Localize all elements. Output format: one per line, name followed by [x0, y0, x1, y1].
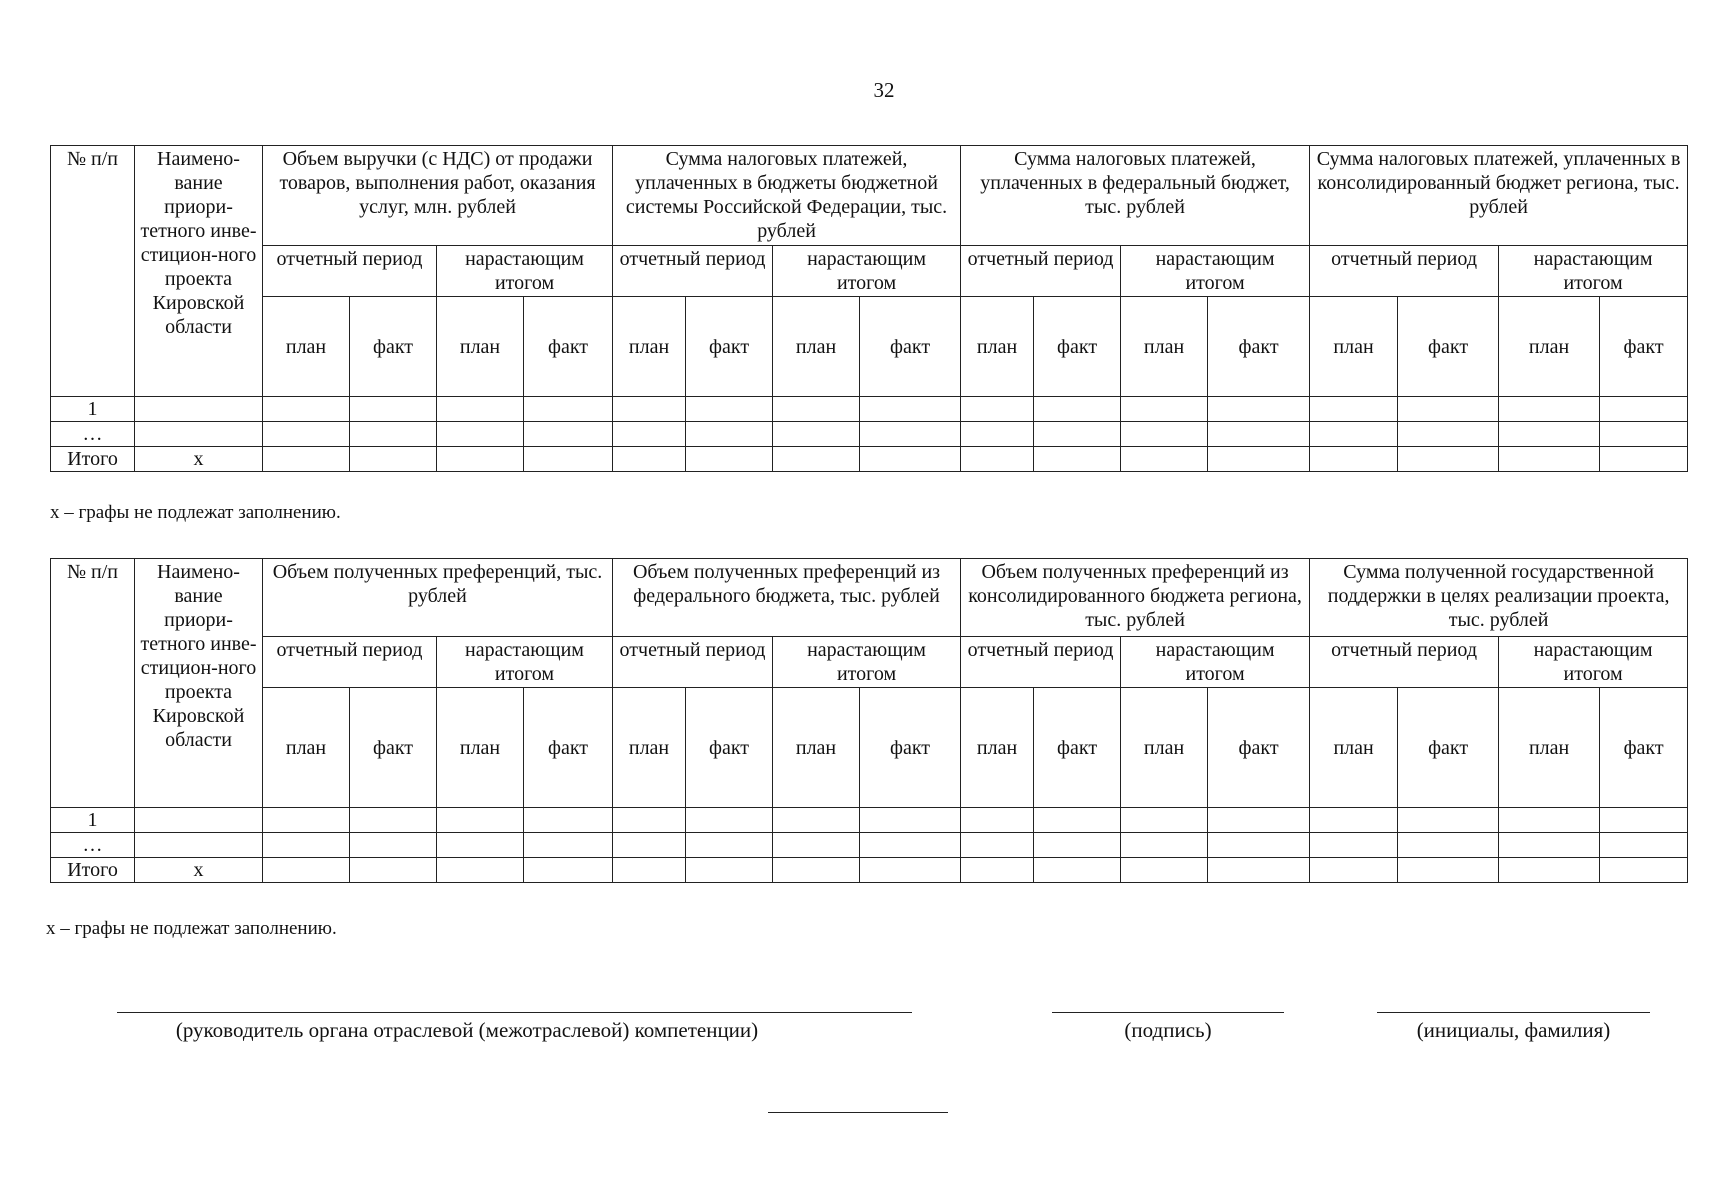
row-num: … [51, 422, 135, 447]
table-row [51, 833, 1688, 858]
header-tax-regional: Сумма налоговых платежей, уплаченных в консолидированный бюджет региона, тыс. рублей [1310, 146, 1688, 246]
header-fact: факт [350, 297, 437, 397]
header-fact: факт [1398, 297, 1499, 397]
header-cumulative: нарастающим итогом [773, 637, 961, 688]
header-plan: план [1499, 688, 1600, 808]
header-reporting-period: отчетный период [263, 246, 437, 297]
header-plan: план [437, 688, 524, 808]
header-plan: план [1499, 297, 1600, 397]
header-plan: план [773, 688, 860, 808]
header-plan: план [613, 688, 686, 808]
table-row-total [51, 447, 1688, 472]
header-fact: факт [1034, 297, 1121, 397]
header-plan: план [1121, 688, 1208, 808]
header-plan: план [961, 688, 1034, 808]
header-fact: факт [1034, 688, 1121, 808]
signature-line-name [1377, 1012, 1650, 1013]
signature-line-signature [1052, 1012, 1284, 1013]
signature-label-name: (инициалы, фамилия) [1416, 1018, 1611, 1042]
header-reporting-period: отчетный период [961, 246, 1121, 297]
footnote: х – графы не подлежат заполнению. [50, 502, 341, 523]
header-plan: план [773, 297, 860, 397]
header-plan: план [1310, 688, 1398, 808]
bottom-divider [768, 1112, 948, 1113]
header-fact: факт [524, 688, 613, 808]
header-cumulative: нарастающим итогом [1121, 246, 1310, 297]
header-fact: факт [686, 297, 773, 397]
header-cumulative: нарастающим итогом [437, 637, 613, 688]
header-reporting-period: отчетный период [613, 246, 773, 297]
header-fact: факт [1398, 688, 1499, 808]
signature-label-signature: (подпись) [1124, 1018, 1212, 1042]
header-tax-all-budgets: Сумма налоговых платежей, уплаченных в бюджеты бюджетной системы Российской Федерации, тыс. рублей [613, 146, 961, 246]
header-cumulative: нарастающим итогом [1499, 246, 1688, 297]
header-reporting-period: отчетный период [961, 637, 1121, 688]
row-name [135, 833, 263, 858]
header-tax-federal: Сумма налоговых платежей, уплаченных в федеральный бюджет, тыс. рублей [961, 146, 1310, 246]
row-name: х [135, 447, 263, 472]
table-row [51, 808, 1688, 833]
header-fact: факт [1600, 688, 1688, 808]
header-plan: план [613, 297, 686, 397]
header-fact: факт [860, 688, 961, 808]
table-preferences [50, 558, 1688, 883]
page-number: 32 [873, 78, 895, 102]
header-fact: факт [1208, 688, 1310, 808]
header-reporting-period: отчетный период [263, 637, 437, 688]
row-num: … [51, 833, 135, 858]
header-state-support: Сумма полученной государственной поддержки в целях реализации проекта, тыс. рублей [1310, 559, 1688, 637]
row-name [135, 397, 263, 422]
signature-label-official: (руководитель органа отраслевой (межотраслевой) компетенции) [175, 1018, 759, 1042]
header-plan: план [263, 688, 350, 808]
header-project-name: Наимено-вание приори-тетного инве-стицион-ного проекта Кировской области [135, 559, 263, 808]
header-plan: план [437, 297, 524, 397]
header-cumulative: нарастающим итогом [1499, 637, 1688, 688]
table-row [51, 422, 1688, 447]
header-preferences-federal: Объем полученных преференций из федерального бюджета, тыс. рублей [613, 559, 961, 637]
header-plan: план [1121, 297, 1208, 397]
header-reporting-period: отчетный период [613, 637, 773, 688]
header-revenue: Объем выручки (с НДС) от продажи товаров, выполнения работ, оказания услуг, млн. рублей [263, 146, 613, 246]
header-plan: план [961, 297, 1034, 397]
row-num: 1 [51, 808, 135, 833]
header-fact: факт [1208, 297, 1310, 397]
header-plan: план [263, 297, 350, 397]
header-reporting-period: отчетный период [1310, 637, 1499, 688]
header-cumulative: нарастающим итогом [1121, 637, 1310, 688]
header-preferences-regional: Объем полученных преференций из консолидированного бюджета региона, тыс. рублей [961, 559, 1310, 637]
header-num: № п/п [51, 559, 135, 808]
header-fact: факт [350, 688, 437, 808]
row-num: Итого [51, 447, 135, 472]
table-row [51, 397, 1688, 422]
row-num: 1 [51, 397, 135, 422]
header-preferences: Объем полученных преференций, тыс. рублей [263, 559, 613, 637]
header-fact: факт [524, 297, 613, 397]
row-name [135, 808, 263, 833]
header-plan: план [1310, 297, 1398, 397]
header-project-name: Наимено-вание приори-тетного инве-стицион-ного проекта Кировской области [135, 146, 263, 397]
table-row-total [51, 858, 1688, 883]
header-num: № п/п [51, 146, 135, 397]
header-reporting-period: отчетный период [1310, 246, 1499, 297]
header-cumulative: нарастающим итогом [437, 246, 613, 297]
header-fact: факт [686, 688, 773, 808]
row-num: Итого [51, 858, 135, 883]
signature-line-official [117, 1012, 912, 1013]
header-cumulative: нарастающим итогом [773, 246, 961, 297]
footnote: х – графы не подлежат заполнению. [46, 918, 337, 939]
row-name: х [135, 858, 263, 883]
header-fact: факт [860, 297, 961, 397]
row-name [135, 422, 263, 447]
table-tax-payments [50, 145, 1688, 472]
header-fact: факт [1600, 297, 1688, 397]
